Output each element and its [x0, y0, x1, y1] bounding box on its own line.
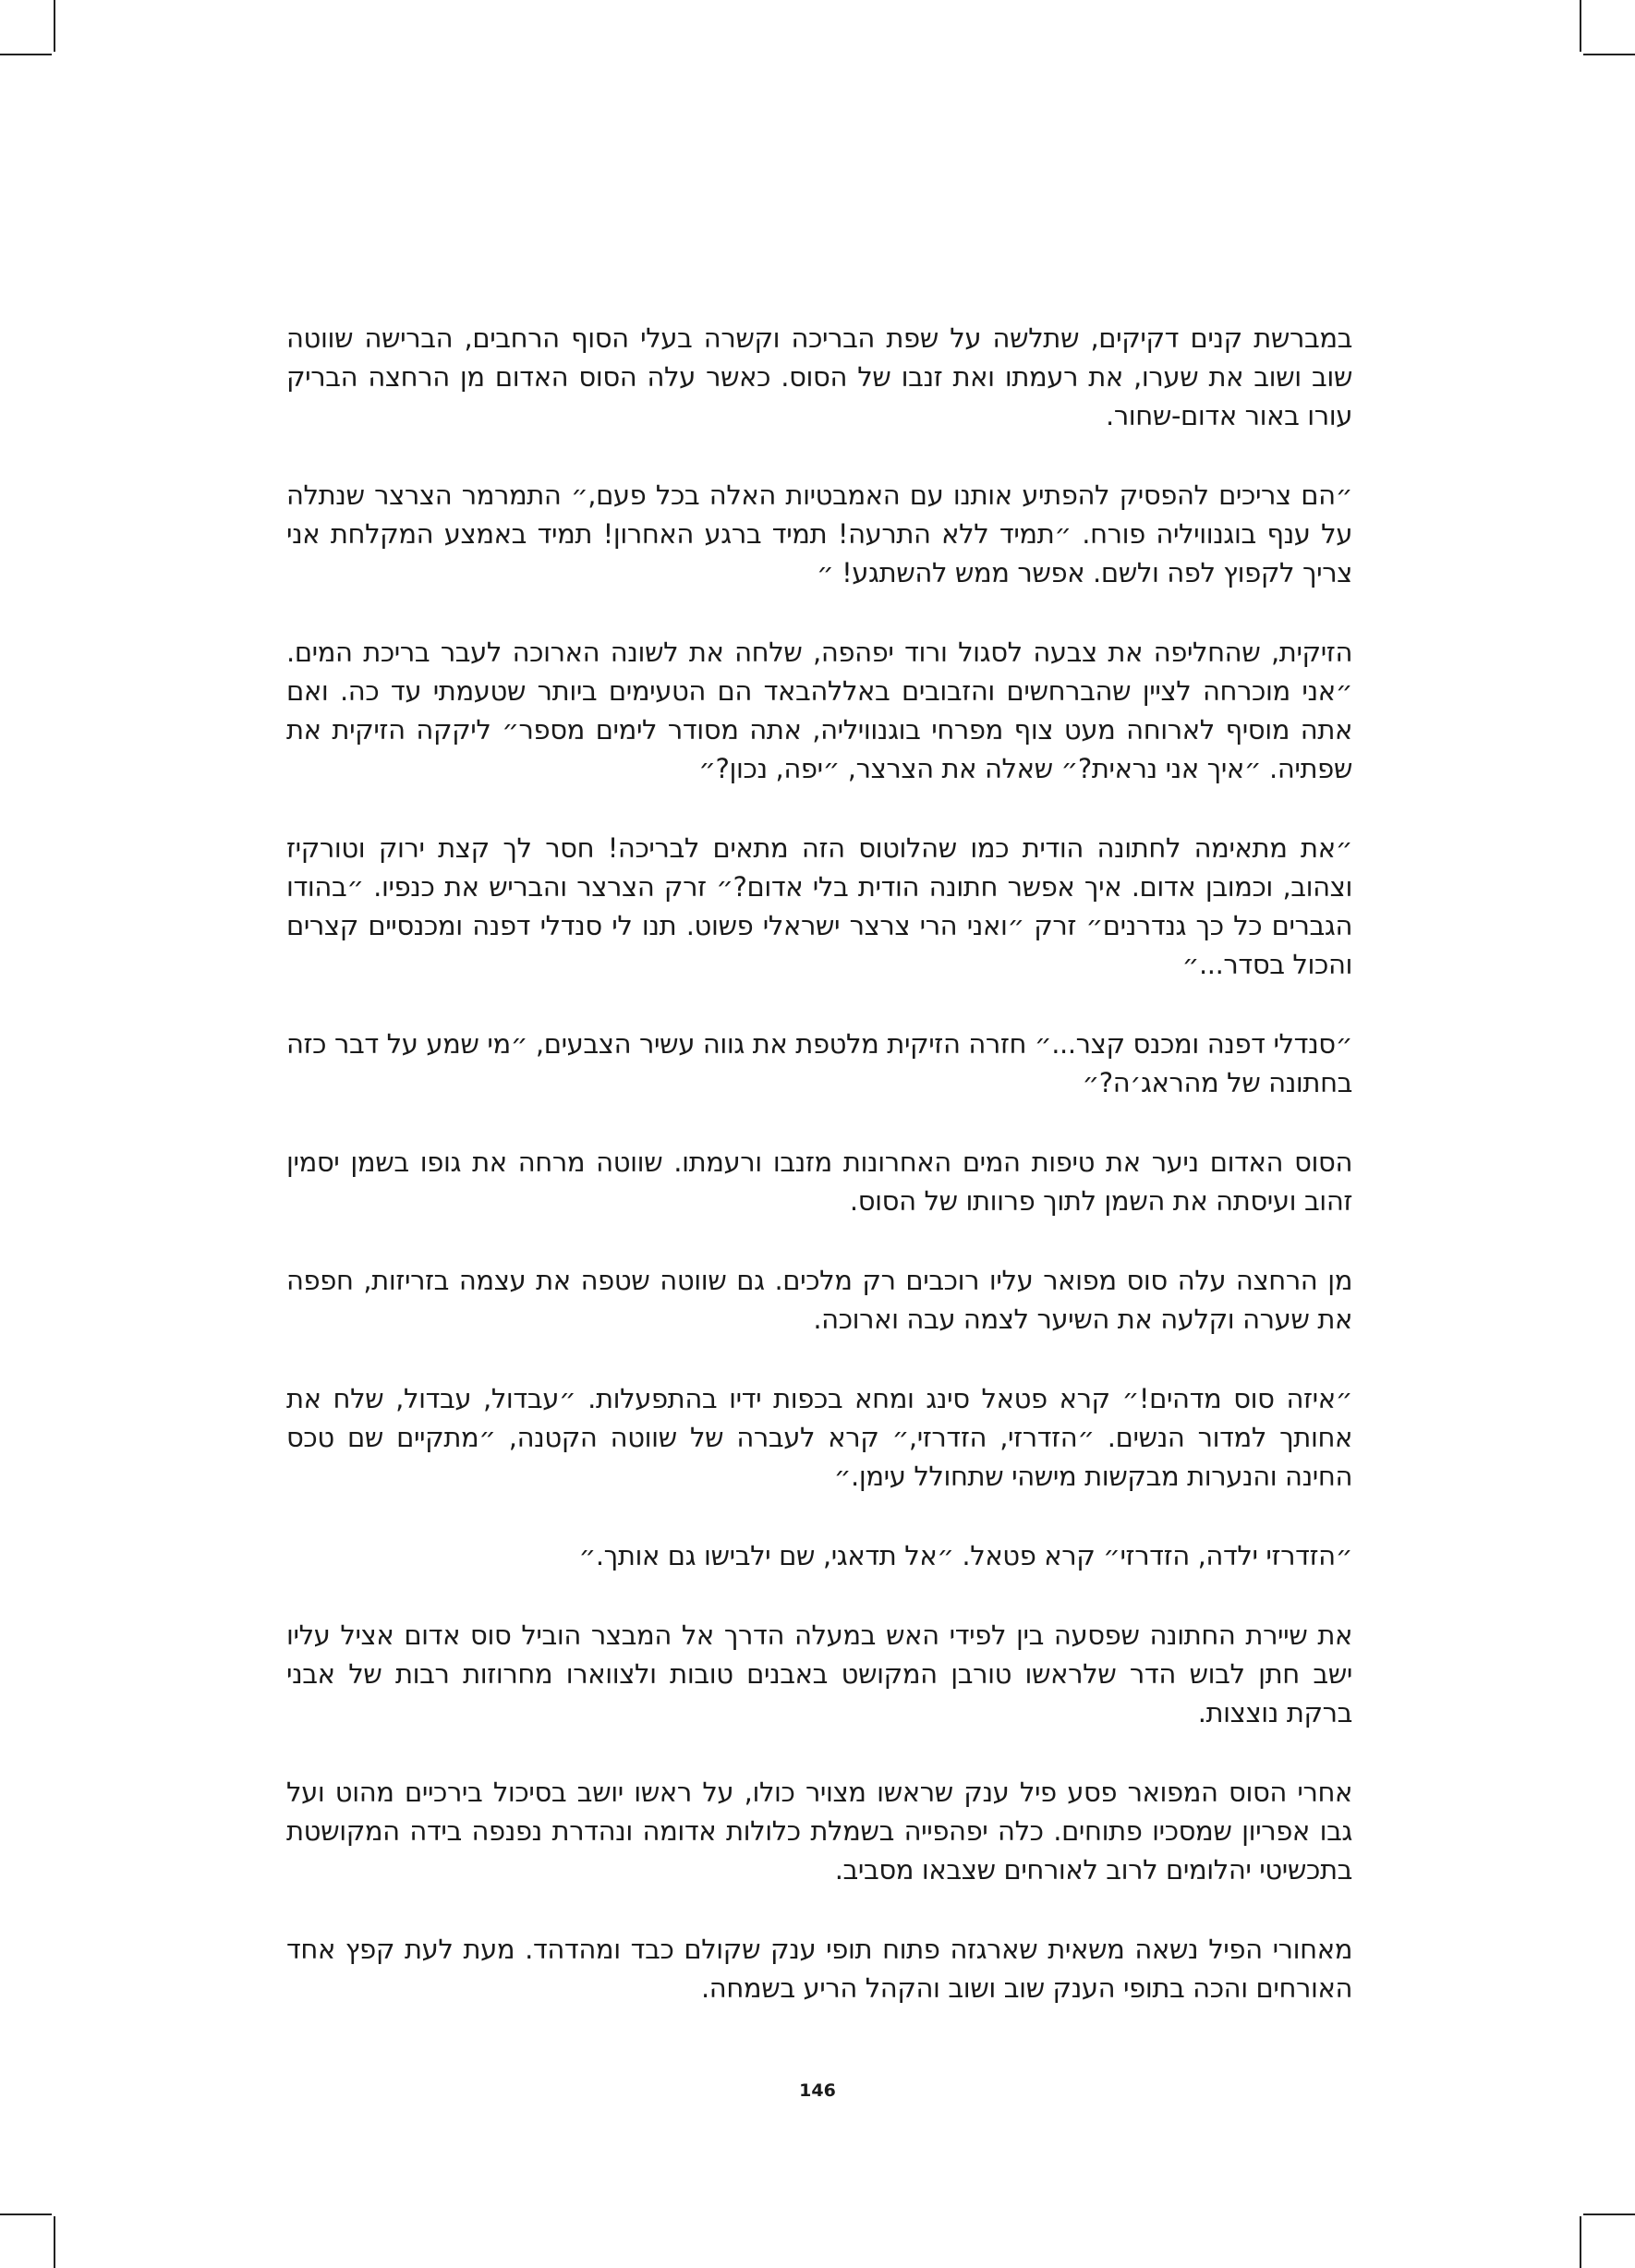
page-number: 146 [799, 2080, 836, 2101]
paragraph: ״את מתאימה לחתונה הודית כמו שהלוטוס הזה מתאים לבריכה! חסר לך קצת ירוק וטורקיז וצהוב, וכמובן אדום. איך אפשר חתונה הודית בלי אדום?״ זרק הצרצר והבריש את כנפיו. ״בהודו הגברים כל כך גנדרנים״ זרק ״ואני הרי צרצר ישראלי פשוט. תנו לי סנדלי דפנה ומכנסיים קצרים והכול בסדר...״ [286, 832, 1352, 980]
paragraph: במברשת קנים דקיקים, שתלשה על שפת הבריכה וקשרה בעלי הסוף הרחבים, הברישה שווטה שוב ושוב את שערו, את רעמתו ואת זנבו של הסוס. כאשר עלה הסוס האדום מן הרחצה הבריק עורו באור אדום-שחור. [286, 322, 1352, 431]
crop-mark-top-left-horizontal [0, 54, 52, 55]
paragraph: מאחורי הפיל נשאה משאית שארגזה פתוח תופי ענק שקולם כבד ומהדהד. מעת לעת קפץ אחד האורחים והכה בתופי הענק שוב ושוב והקהל הריע בשמחה. [286, 1934, 1352, 2004]
paragraph: מן הרחצה עלה סוס מפואר עליו רוכבים רק מלכים. גם שווטה שטפה את עצמה בזריזות, חפפה את שערה וקלעה את השיער לצמה עבה וארוכה. [286, 1265, 1352, 1335]
paragraph: הסוס האדום ניער את טיפות המים האחרונות מזנבו ורעמתו. שווטה מרחה את גופו בשמן יסמין זהוב ועיסתה את השמן לתוך פרוותו של הסוס. [286, 1146, 1352, 1217]
paragraph: הזיקית, שהחליפה את צבעה לסגול ורוד יפהפה, שלחה את לשונה הארוכה לעבר בריכת המים. ״אני מוכרחה לציין שהברחשים והזבובים באללהבאד הם הטעימים ביותר שטעמתי עד כה. ואם אתה מוסיף לארוחה מעט צוף מפרחי בוגנוויליה, אתה מסודר לימים מספר״ ליקקה הזיקית את שפתיה. ״איך אני נראית?״ שאלה את הצרצר, ״יפה, נכון?״ [286, 637, 1352, 784]
paragraph: ״סנדלי דפנה ומכנס קצר...״ חזרה הזיקית מלטפת את גווה עשיר הצבעים, ״מי שמע על דבר כזה בחתונה של מהראג׳ה?״ [286, 1028, 1352, 1098]
crop-mark-bottom-right-horizontal [1583, 2213, 1635, 2215]
paragraph: אחרי הסוס המפואר פסע פיל ענק שראשו מצויר כולו, על ראשו יושב בסיכול בירכיים מהוט ועל גבו אפריון שמסכיו פתוחים. כלה יפהפייה בשמלת כלולות אדומה ונהדרת נפנפה בידה המקושטת בתכשיטי יהלומים לרוב לאורחים שצבאו מסביב. [286, 1777, 1352, 1886]
paragraph: ״איזה סוס מדהים!״ קרא פטאל סינג ומחא בכפות ידיו בהתפעלות. ״עבדול, עבדול, שלח את אחותך למדור הנשים. ״הזדרזי, הזדרזי,״ קרא לעברה של שווטה הקטנה, ״מתקיים שם טכס החינה והנערות מבקשות מישהי שתחולל עימן.״ [286, 1383, 1352, 1492]
crop-mark-top-right-horizontal [1583, 54, 1635, 55]
paragraph: ״הזדרזי ילדה, הזדרזי״ קרא פטאל. ״אל תדאגי, שם ילבישו גם אותך.״ [578, 1540, 1352, 1571]
paragraph: את שיירת החתונה שפסעה בין לפידי האש במעלה הדרך אל המבצר הוביל סוס אדום אציל עליו ישב חתן לבוש הדר שלראשו טורבן המקושט באבנים טובות ולצווארו מחרוזות רבות של אבני ברקת נוצצות. [286, 1619, 1352, 1728]
crop-mark-top-left-vertical [54, 0, 55, 52]
crop-mark-bottom-right-vertical [1580, 2216, 1581, 2268]
crop-mark-bottom-left-horizontal [0, 2213, 52, 2215]
crop-mark-top-right-vertical [1580, 0, 1581, 52]
crop-mark-bottom-left-vertical [54, 2216, 55, 2268]
body-text [286, 319, 1352, 2048]
paragraph: ״הם צריכים להפסיק להפתיע אותנו עם האמבטיות האלה בכל פעם,״ התמרמר הצרצר שנתלה על ענף בוגנוויליה פורח. ״תמיד ללא התרעה! תמיד ברגע האחרון! תמיד באמצע המקלחת אני צריך לקפוץ לפה ולשם. אפשר ממש להשתגע! ״ [286, 479, 1352, 588]
